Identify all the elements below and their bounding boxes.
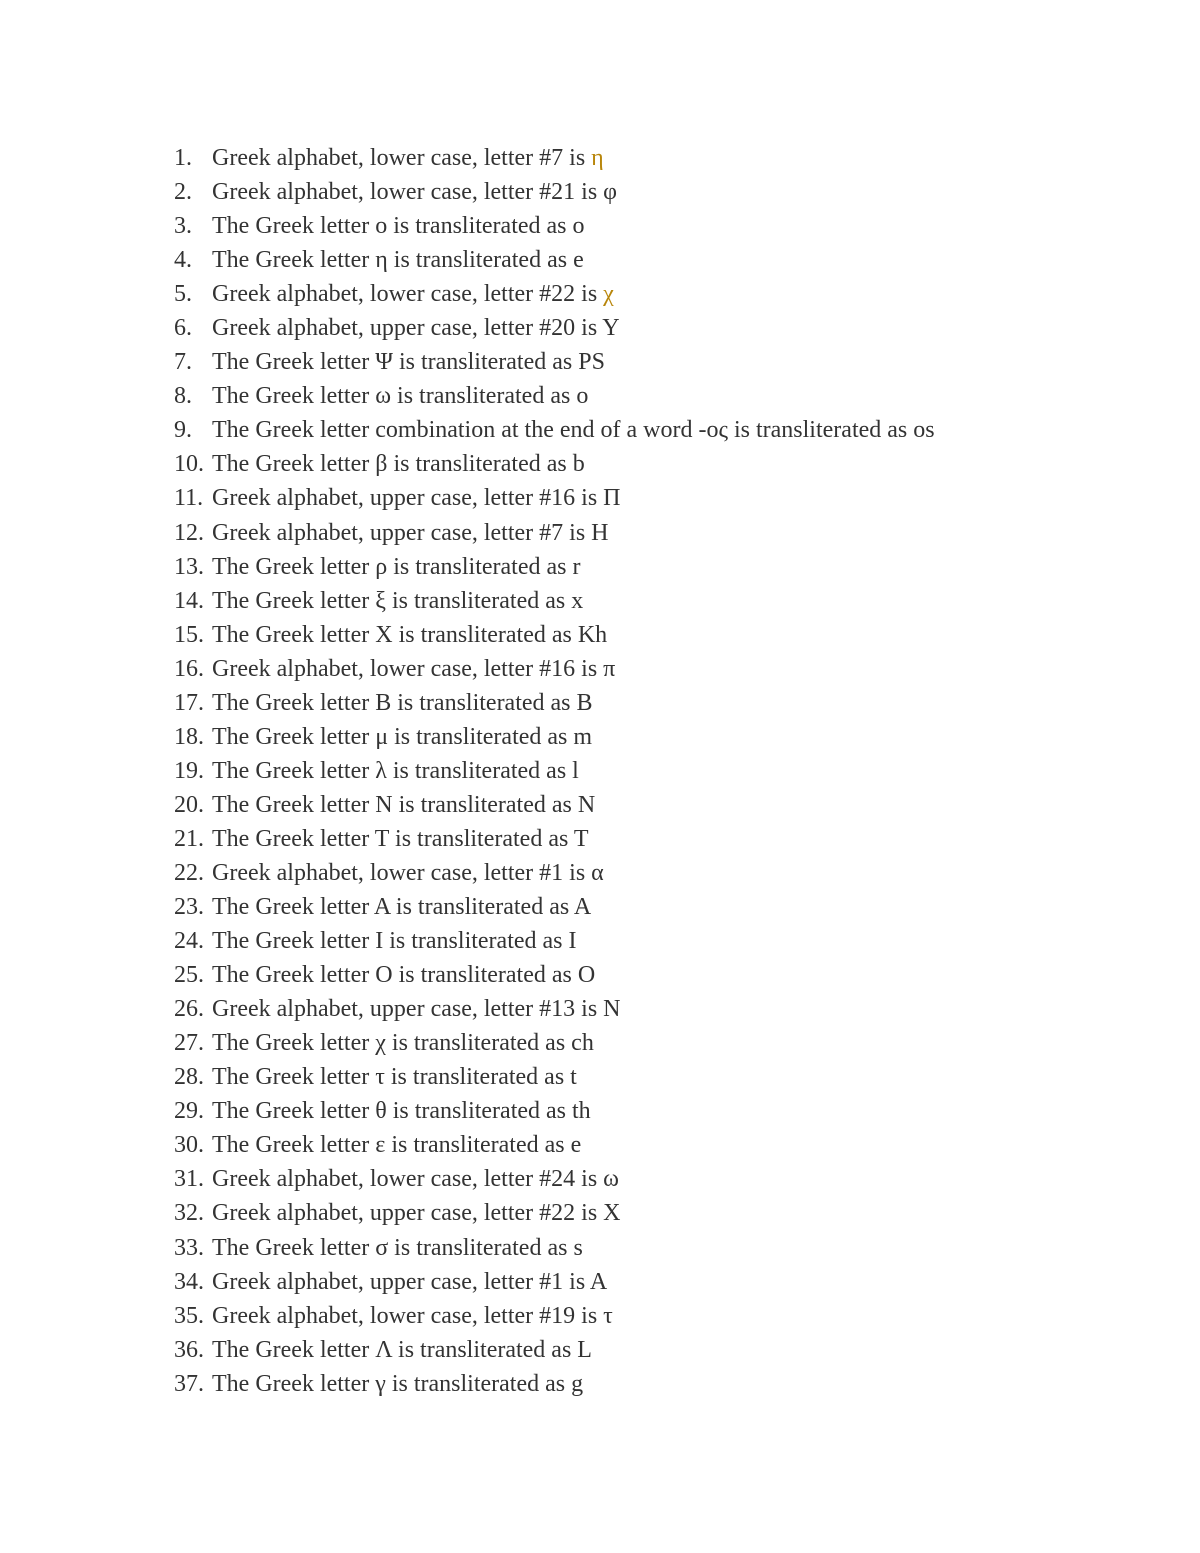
list-item-text: The Greek letter ω is transliterated as o — [212, 383, 589, 410]
list-item — [174, 277, 935, 311]
list-item-text: The Greek letter N is transliterated as N — [212, 791, 596, 818]
list-item-text: The Greek letter Ψ is transliterated as PS — [212, 349, 605, 376]
list-item — [174, 1162, 935, 1196]
list-item-text: The Greek letter λ is transliterated as l — [212, 757, 579, 784]
list-item — [174, 175, 935, 209]
list-item — [174, 1231, 935, 1265]
list-item-number: 28. — [174, 1064, 204, 1091]
list-item-number: 18. — [174, 723, 204, 750]
list-item — [174, 686, 935, 720]
list-item-text: The Greek letter X is transliterated as Kh — [212, 621, 608, 648]
list-item-number: 15. — [174, 621, 204, 648]
list-item-text: The Greek letter σ is transliterated as s — [212, 1234, 583, 1261]
list-item — [174, 209, 935, 243]
list-item — [174, 992, 935, 1026]
list-item-number: 8. — [174, 383, 192, 410]
list-item — [174, 720, 935, 754]
list-item — [174, 890, 935, 924]
list-item — [174, 550, 935, 584]
list-item-text: The Greek letter θ is transliterated as th — [212, 1098, 591, 1125]
list-item-number: 7. — [174, 349, 192, 376]
list-item-number: 22. — [174, 859, 204, 886]
list-item-text: The Greek letter χ is transliterated as ch — [212, 1030, 594, 1057]
list-item-text: The Greek letter ξ is transliterated as x — [212, 587, 584, 614]
list-item-text: Greek alphabet, upper case, letter #20 is Y — [212, 315, 620, 342]
list-item-number: 23. — [174, 894, 204, 921]
list-item — [174, 754, 935, 788]
list-item-number: 25. — [174, 962, 204, 989]
list-item-number: 17. — [174, 689, 204, 716]
list-item-text: Greek alphabet, upper case, letter #13 is N — [212, 996, 621, 1023]
list-item — [174, 516, 935, 550]
list-item — [174, 1094, 935, 1128]
list-item-number: 30. — [174, 1132, 204, 1159]
list-item — [174, 618, 935, 652]
list-item-number: 37. — [174, 1370, 204, 1397]
list-item-number: 27. — [174, 1030, 204, 1057]
list-item — [174, 141, 935, 175]
list-item-number: 6. — [174, 315, 192, 342]
list-item-number: 29. — [174, 1098, 204, 1125]
list-item-number: 12. — [174, 519, 204, 546]
list-item-number: 10. — [174, 451, 204, 478]
list-item-text: The Greek letter γ is transliterated as g — [212, 1370, 584, 1397]
list-item-text: Greek alphabet, upper case, letter #16 is Π — [212, 485, 621, 512]
list-item-number: 9. — [174, 417, 192, 444]
list-item — [174, 345, 935, 379]
list-item-text: The Greek letter B is transliterated as B — [212, 689, 593, 716]
list-item — [174, 1367, 935, 1401]
list-item-number: 4. — [174, 247, 192, 274]
list-item — [174, 652, 935, 686]
numbered-list — [174, 141, 935, 1401]
list-item-number: 14. — [174, 587, 204, 614]
list-item-number: 2. — [174, 179, 192, 206]
list-item — [174, 243, 935, 277]
list-item-number: 36. — [174, 1336, 204, 1363]
list-item-number: 31. — [174, 1166, 204, 1193]
list-item-text: The Greek letter Λ is transliterated as L — [212, 1336, 592, 1363]
list-item-number: 21. — [174, 825, 204, 852]
list-item-number: 13. — [174, 553, 204, 580]
list-item-number: 1. — [174, 145, 192, 171]
list-item-text: Greek alphabet, lower case, letter #1 is α — [212, 859, 604, 886]
list-item — [174, 924, 935, 958]
list-item-number: 5. — [174, 281, 192, 308]
list-item — [174, 1299, 935, 1333]
list-item-number: 11. — [174, 485, 204, 512]
list-item — [174, 1196, 935, 1230]
list-item-number: 33. — [174, 1234, 204, 1261]
list-item-text: Greek alphabet, lower case, letter #7 is — [212, 145, 592, 171]
list-item-number: 26. — [174, 996, 204, 1023]
list-item-text: The Greek letter μ is transliterated as m — [212, 723, 593, 750]
list-item-text: Greek alphabet, lower case, letter #21 is — [212, 179, 604, 206]
list-item-number: 32. — [174, 1200, 204, 1227]
list-item-text: The Greek letter ρ is transliterated as r — [212, 553, 581, 580]
list-item-text: The Greek letter O is transliterated as O — [212, 962, 596, 989]
list-item-text: The Greek letter τ is transliterated as t — [212, 1064, 577, 1091]
list-item-number: 24. — [174, 928, 204, 955]
list-item-text: Greek alphabet, lower case, letter #19 is τ — [212, 1302, 613, 1329]
list-item — [174, 1060, 935, 1094]
list-item-number: 19. — [174, 757, 204, 784]
list-item-text: Greek alphabet, upper case, letter #7 is H — [212, 519, 609, 546]
greek-symbol: χ — [603, 281, 614, 308]
list-item — [174, 788, 935, 822]
list-item-number: 3. — [174, 213, 192, 240]
list-item-text: Greek alphabet, upper case, letter #1 is A — [212, 1268, 608, 1295]
list-item-text: Greek alphabet, upper case, letter #22 is X — [212, 1200, 621, 1227]
list-item — [174, 311, 935, 345]
list-item-text: The Greek letter I is transliterated as I — [212, 928, 577, 955]
list-item — [174, 958, 935, 992]
list-item-text: The Greek letter combination at the end of a word -ος is transliterated as os — [212, 417, 935, 444]
list-item — [174, 822, 935, 856]
list-item-text: The Greek letter T is transliterated as T — [212, 825, 589, 852]
list-item — [174, 1333, 935, 1367]
list-item-text: The Greek letter A is transliterated as A — [212, 894, 592, 921]
list-item-number: 34. — [174, 1268, 204, 1295]
list-item-text: The Greek letter β is transliterated as b — [212, 451, 585, 478]
list-item — [174, 1026, 935, 1060]
greek-symbol: φ — [603, 179, 618, 206]
list-item — [174, 379, 935, 413]
list-item — [174, 1128, 935, 1162]
list-item — [174, 584, 935, 618]
list-item — [174, 1265, 935, 1299]
list-item — [174, 413, 935, 447]
list-item-number: 16. — [174, 655, 204, 682]
list-item — [174, 856, 935, 890]
list-item — [174, 447, 935, 481]
list-item-number: 35. — [174, 1302, 204, 1329]
list-item-text: The Greek letter ε is transliterated as e — [212, 1132, 582, 1159]
list-item-text: Greek alphabet, lower case, letter #24 is ω — [212, 1166, 619, 1193]
list-item-text: The Greek letter η is transliterated as e — [212, 247, 584, 274]
list-item-text: Greek alphabet, lower case, letter #22 is — [212, 281, 604, 308]
list-item-text: Greek alphabet, lower case, letter #16 is π — [212, 655, 616, 682]
list-item-text: The Greek letter ο is transliterated as o — [212, 213, 585, 240]
list-item-number: 20. — [174, 791, 204, 818]
list-item — [174, 481, 935, 515]
greek-symbol: η — [591, 145, 604, 171]
